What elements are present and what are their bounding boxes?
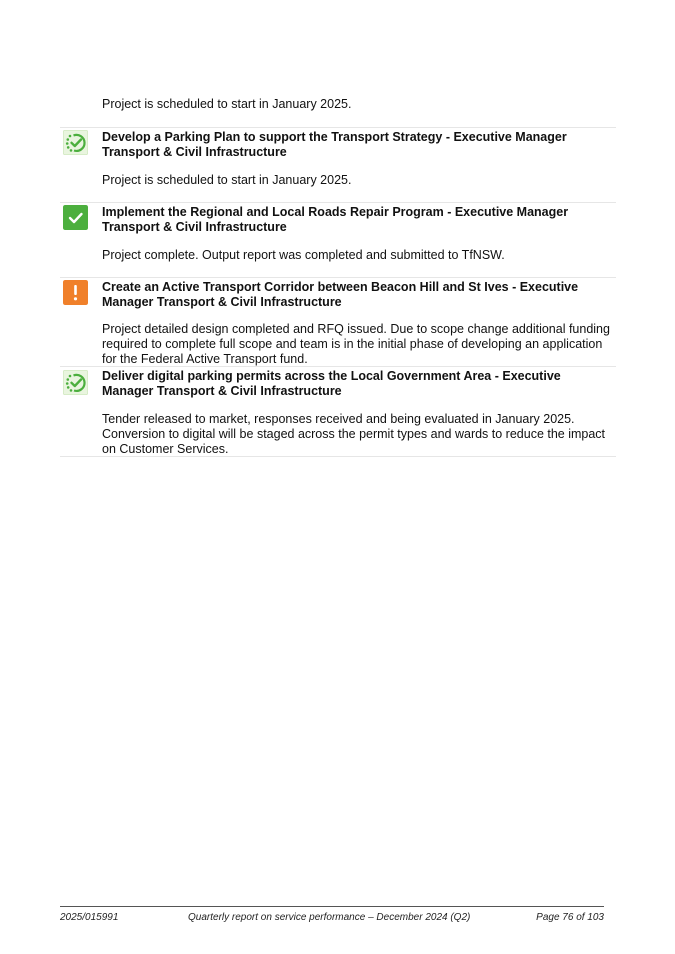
action-item [60, 127, 616, 187]
footer-page-number: Page 76 of 103 [536, 912, 604, 923]
footer-report-title: Quarterly report on service performance – December 2024 (Q2) [188, 912, 471, 923]
item-title: Deliver digital parking permits across the Local Government Area - Executive Manager Transport & Civil Infrastructure [102, 369, 561, 398]
item-title: Implement the Regional and Local Roads Repair Program - Executive Manager Transport & Civil Infrastructure [102, 205, 569, 234]
item-divider [60, 202, 616, 203]
item-divider [60, 456, 616, 457]
item-title: Create an Active Transport Corridor between Beacon Hill and St Ives - Executive Manager Transport & Civil Infrastructure [102, 280, 579, 309]
in-progress-check-icon [63, 370, 88, 395]
page-footer [60, 906, 604, 923]
completed-check-icon [63, 205, 88, 230]
footer-doc-number: 2025/015991 [60, 912, 119, 923]
in-progress-check-icon [63, 130, 88, 155]
warning-exclamation-icon [63, 280, 88, 305]
item-description: Project detailed design completed and RFQ issued. Due to scope change additional funding required to complete full scope and team is in the initial phase of developing an application for the Federal Active Transport fund. [102, 322, 610, 366]
item-title: Develop a Parking Plan to support the Transport Strategy - Executive Manager Transport & Civil Infrastructure [102, 130, 567, 159]
intro-paragraph: Project is scheduled to start in January 2025. [102, 97, 352, 111]
item-divider [60, 277, 616, 278]
item-divider [60, 366, 616, 367]
item-divider [60, 127, 616, 128]
item-description: Project complete. Output report was completed and submitted to TfNSW. [102, 248, 505, 262]
item-description: Tender released to market, responses received and being evaluated in January 2025. Conversion to digital will be staged across the permit types and wards to reduce the impact on Customer Services. [102, 412, 606, 456]
item-description: Project is scheduled to start in January 2025. [102, 173, 352, 187]
